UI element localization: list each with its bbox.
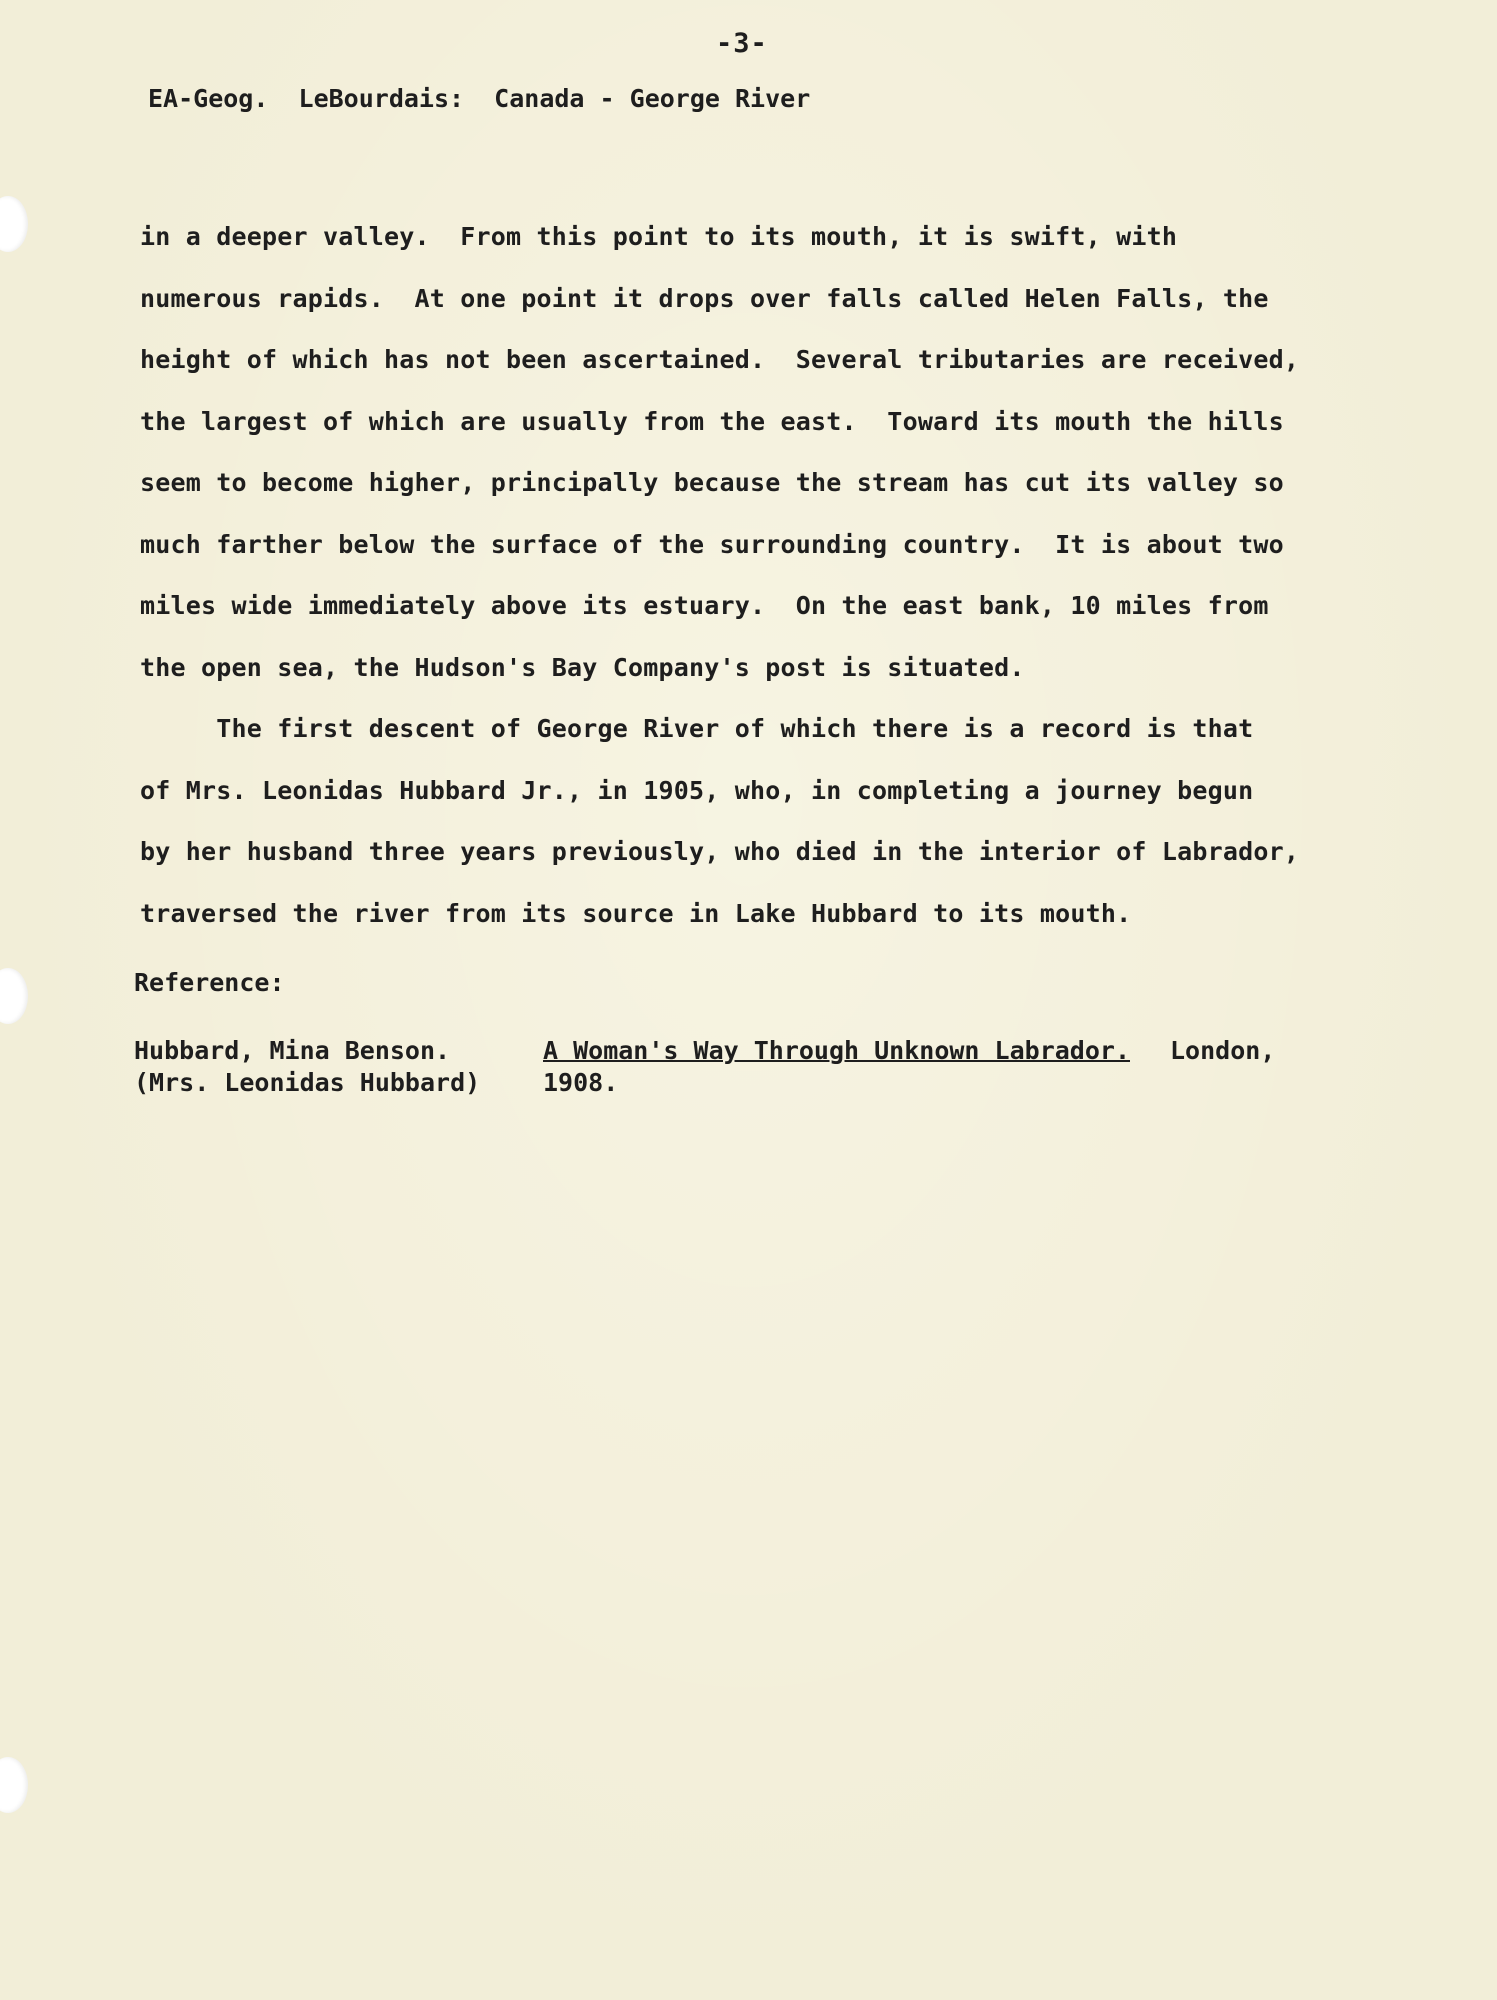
document-header: EA-Geog. LeBourdais: Canada - George River xyxy=(148,84,811,113)
body-line: numerous rapids. At one point it drops over falls called Helen Falls, the xyxy=(140,283,1269,313)
reference-author-name: Hubbard, Mina Benson. xyxy=(134,1036,451,1065)
body-text xyxy=(140,206,1310,944)
body-line: height of which has not been ascertained. Several tributaries are received, xyxy=(140,345,1300,374)
body-line: the open sea, the Hudson's Bay Company's post is situated. xyxy=(140,652,1025,682)
reference-year: 1908. xyxy=(543,1068,619,1097)
reference-heading: Reference: xyxy=(134,968,285,997)
reference-citation xyxy=(543,1035,1275,1099)
body-line: The first descent of George River of which there is a record is that xyxy=(140,714,1254,743)
body-line: in a deeper valley. From this point to its mouth, it is swift, with xyxy=(140,222,1178,251)
reference-title: A Woman's Way Through Unknown Labrador. xyxy=(543,1036,1130,1065)
reference-author-alias: (Mrs. Leonidas Hubbard) xyxy=(134,1068,481,1097)
body-line: the largest of which are usually from the east. Toward its mouth the hills xyxy=(140,406,1284,436)
body-line: much farther below the surface of the surrounding country. It is about two xyxy=(140,529,1284,559)
body-line: traversed the river from its source in Lake Hubbard to its mouth. xyxy=(140,898,1132,928)
body-line: seem to become higher, principally because the stream has cut its valley so xyxy=(140,468,1284,497)
body-line: of Mrs. Leonidas Hubbard Jr., in 1905, who, in completing a journey begun xyxy=(140,775,1254,805)
page-number: -3- xyxy=(716,28,768,59)
body-line: by her husband three years previously, who died in the interior of Labrador, xyxy=(140,837,1300,866)
reference-author xyxy=(134,1035,480,1099)
reference-place: London, xyxy=(1170,1036,1276,1065)
body-line: miles wide immediately above its estuary. On the east bank, 10 miles from xyxy=(140,591,1269,620)
